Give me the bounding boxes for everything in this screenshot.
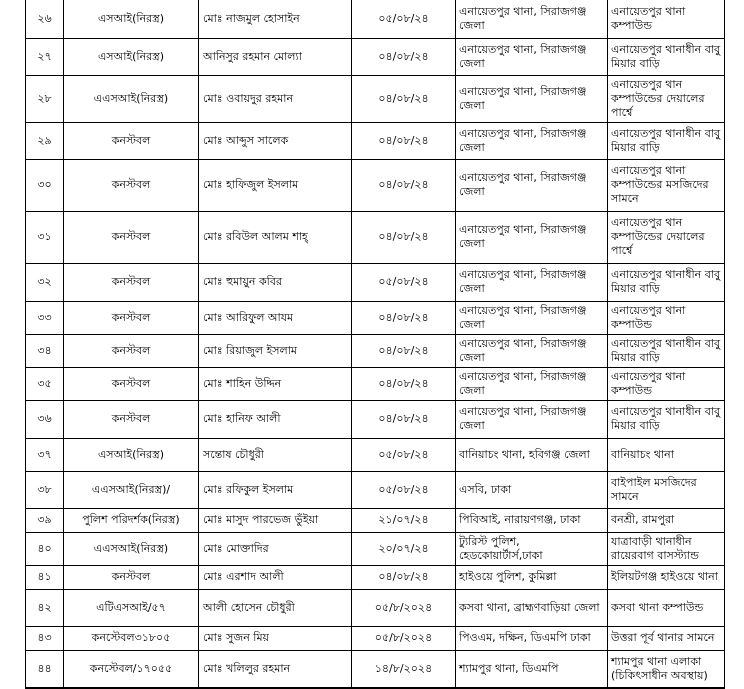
place: এনায়েতপুর থানা কম্পাউন্ড: [611, 303, 686, 331]
unit: এনায়েতপুর থানা, সিরাজগঞ্জ জেলা: [459, 4, 587, 32]
person-name: মোঃ খলিলুর রহমান: [203, 661, 291, 675]
serial-number-cell: [26, 626, 64, 650]
serial-number-cell: [26, 438, 64, 471]
place-cell: [608, 367, 725, 400]
date: ০৪/০৮/২৪: [378, 570, 429, 583]
person-name: মোঃ মোক্তাদির: [203, 541, 269, 555]
date-cell: [352, 122, 456, 159]
table-row: [26, 334, 725, 367]
place-cell: [608, 0, 725, 38]
person-name-cell: [199, 367, 352, 400]
unit-cell: [456, 263, 608, 301]
person-name-cell: [199, 334, 352, 367]
serial-number: ৪২: [37, 600, 52, 614]
date-cell: [352, 159, 456, 211]
unit-cell: [456, 532, 608, 565]
person-name: মোঃ সুজন মিয়: [203, 631, 270, 644]
person-name-cell: [199, 263, 352, 301]
serial-number-cell: [26, 400, 64, 438]
place: এনায়েতপুর থানাধীন বাবু মিয়ার বাড়ি: [611, 336, 721, 364]
rank-cell: [64, 334, 199, 367]
person-name: আনিসুর রহমান মোল্যা: [203, 49, 302, 63]
rank-cell: [64, 301, 199, 334]
place-cell: [608, 122, 725, 159]
serial-number-cell: [26, 508, 64, 532]
table-row: [26, 367, 725, 400]
unit-cell: [456, 589, 608, 626]
table-row: [26, 532, 725, 565]
unit-cell: [456, 400, 608, 438]
place-cell: [608, 38, 725, 75]
unit-cell: [456, 301, 608, 334]
person-name-cell: [199, 38, 352, 75]
rank-cell: [64, 367, 199, 400]
serial-number: ৩৫: [37, 376, 52, 390]
table-body: [26, 0, 725, 688]
rank-cell: [64, 38, 199, 75]
unit-cell: [456, 0, 608, 38]
rank-cell: [64, 75, 199, 122]
place-cell: [608, 650, 725, 688]
date-cell: [352, 532, 456, 565]
casualty-table: [25, 0, 725, 689]
person-name-cell: [199, 438, 352, 471]
date-cell: [352, 650, 456, 688]
unit: এনায়েতপুর থানা, সিরাজগঞ্জ জেলা: [459, 369, 587, 397]
table-row: [26, 650, 725, 688]
person-name: মোঃ নাজমুল হোসাইন: [203, 11, 300, 25]
rank: কনস্টবল: [111, 343, 151, 357]
place: এনায়েতপুর থানাধীন বাবু মিয়ার বাড়ি: [611, 42, 721, 70]
unit: এনায়েতপুর থানা, সিরাজগঞ্জ জেলা: [459, 405, 587, 432]
date: ০৪/০৮/২৪: [378, 49, 429, 63]
unit: কসবা থানা, ব্রাহ্মণবাড়িয়া জেলা: [459, 600, 600, 614]
table-row: [26, 263, 725, 301]
place: বানিয়াচং থানা: [611, 447, 674, 461]
unit-cell: [456, 211, 608, 263]
person-name: মোঃ মাসুদ পারভেজ ভুঁইয়া: [203, 513, 319, 526]
place: এনায়েতপুর থান কম্পাউন্ডের দেয়ালের পার্শ্বে: [611, 216, 705, 257]
rank: কনস্টবল: [111, 412, 151, 425]
serial-number: ৩৬: [37, 412, 52, 425]
table-row: [26, 471, 725, 508]
place: কসবা থানা কম্পাউন্ড: [611, 600, 704, 614]
place: এনায়েতপুর থান কম্পাউন্ডের দেয়ালের পার্শ্বে: [611, 77, 705, 119]
place: এনায়েতপুর থানা কম্পাউন্ড: [611, 4, 686, 32]
place: বনশ্রী, রামপুরা: [611, 513, 675, 526]
rank-cell: [64, 565, 199, 589]
place-cell: [608, 263, 725, 301]
person-name: মোঃ হানিফ আলী: [203, 412, 281, 425]
rank-cell: [64, 650, 199, 688]
serial-number: ৩১: [37, 230, 52, 243]
person-name-cell: [199, 565, 352, 589]
person-name-cell: [199, 301, 352, 334]
place: ইলিয়টগঞ্জ হাইওয়ে থানা: [611, 570, 718, 583]
date-cell: [352, 0, 456, 38]
date-cell: [352, 301, 456, 334]
serial-number: ৩৮: [37, 482, 52, 496]
unit: পিবিআই, নারায়ণগঞ্জ, ঢাকা: [459, 513, 581, 526]
unit-cell: [456, 38, 608, 75]
person-name: আলী হোসেন চৌধুরী: [203, 600, 295, 614]
unit-cell: [456, 650, 608, 688]
person-name: মোঃ এরশাদ আলী: [203, 570, 284, 583]
rank-cell: [64, 122, 199, 159]
rank-cell: [64, 626, 199, 650]
date: ০৫/০৮/২৪: [378, 482, 429, 496]
date: ০৪/০৮/২৪: [378, 343, 429, 357]
serial-number: ৩৯: [37, 513, 52, 526]
serial-number: ৩৩: [37, 310, 52, 324]
unit-cell: [456, 438, 608, 471]
table-row: [26, 400, 725, 438]
unit: এনায়েতপুর থানা, সিরাজগঞ্জ জেলা: [459, 336, 587, 364]
serial-number-cell: [26, 159, 64, 211]
person-name: মোঃ হুমায়ুন কবির: [203, 275, 283, 288]
date-cell: [352, 367, 456, 400]
person-name-cell: [199, 0, 352, 38]
unit-cell: [456, 367, 608, 400]
date: ০৫/৮/২০২৪: [374, 631, 433, 644]
rank: এএসআই(নিরস্ত্র): [93, 91, 169, 105]
place-cell: [608, 211, 725, 263]
place-cell: [608, 334, 725, 367]
date: ১৪/৮/২০২৪: [374, 661, 433, 675]
person-name: মোঃ আব্দুস সালেক: [203, 133, 289, 147]
person-name: মোঃ রফিকুল ইসলাম: [203, 482, 294, 496]
table-row: [26, 159, 725, 211]
place-cell: [608, 565, 725, 589]
place-cell: [608, 626, 725, 650]
date-cell: [352, 263, 456, 301]
serial-number: ৪৪: [37, 661, 52, 675]
unit: এনায়েতপুর থানা, সিরাজগঞ্জ জেলা: [459, 268, 587, 295]
date-cell: [352, 471, 456, 508]
unit: এনায়েতপুর থানা, সিরাজগঞ্জ জেলা: [459, 171, 587, 198]
date-cell: [352, 211, 456, 263]
unit: ট্যুরিস্ট পুলিশ, হেডকোয়ার্টার্স,ঢাকা: [459, 534, 543, 562]
place-cell: [608, 589, 725, 626]
person-name-cell: [199, 75, 352, 122]
rank-cell: [64, 211, 199, 263]
serial-number-cell: [26, 650, 64, 688]
date: ২০/০৭/২৪: [378, 541, 429, 555]
place-cell: [608, 301, 725, 334]
rank: কনস্টবল: [111, 570, 151, 583]
rank-cell: [64, 508, 199, 532]
serial-number-cell: [26, 301, 64, 334]
rank: এসআই(নিরস্ত্র): [97, 447, 165, 461]
table-row: [26, 0, 725, 38]
serial-number: ৩২: [37, 275, 52, 288]
serial-number: ৪৩: [37, 631, 52, 644]
unit-cell: [456, 508, 608, 532]
rank-cell: [64, 471, 199, 508]
table-row: [26, 508, 725, 532]
table-row: [26, 301, 725, 334]
person-name: মোঃ রিয়াজুল ইসলাম: [203, 343, 298, 357]
serial-number-cell: [26, 211, 64, 263]
unit: এসবি, ঢাকা: [459, 482, 512, 496]
place: এনায়েতপুর থানা কম্পাউন্ড: [611, 369, 686, 397]
serial-number-cell: [26, 75, 64, 122]
unit: এনায়েতপুর থানা, সিরাজগঞ্জ জেলা: [459, 223, 587, 250]
rank: এএসআই(নিরস্ত্র): [93, 541, 169, 555]
place-cell: [608, 159, 725, 211]
rank: কনস্টবল: [111, 178, 151, 191]
serial-number-cell: [26, 263, 64, 301]
date: ০৪/০৮/২৪: [378, 230, 429, 243]
serial-number: ৪১: [37, 570, 52, 583]
unit-cell: [456, 334, 608, 367]
place: এনায়েতপুর থানাধীন বাবু মিয়ার বাড়ি: [611, 405, 721, 432]
date: ০৪/০৮/২৪: [378, 376, 429, 390]
date: ০৪/০৮/২৪: [378, 178, 429, 191]
table-row: [26, 589, 725, 626]
place-cell: [608, 532, 725, 565]
rank: এসআই(নিরস্ত্র): [97, 11, 165, 25]
serial-number-cell: [26, 122, 64, 159]
serial-number-cell: [26, 38, 64, 75]
rank: কনস্টবল: [111, 275, 151, 288]
person-name: মোঃ রবিউল আলম শাহ্: [203, 230, 308, 243]
date: ০৫/০৮/২৪: [378, 11, 429, 25]
serial-number: ২৭: [37, 49, 52, 63]
place-cell: [608, 508, 725, 532]
serial-number-cell: [26, 334, 64, 367]
person-name: সন্তোষ চৌধুরী: [203, 447, 264, 461]
serial-number: ৪০: [37, 541, 52, 555]
table-row: [26, 122, 725, 159]
rank: পুলিশ পরিদর্শক(নিরস্ত্র): [82, 513, 180, 526]
place-cell: [608, 400, 725, 438]
table-row: [26, 626, 725, 650]
table-row: [26, 565, 725, 589]
date-cell: [352, 565, 456, 589]
place: এনায়েতপুর থানা কম্পাউন্ডের মসজিদের সামনে: [611, 164, 709, 205]
date: ২১/০৭/২৪: [378, 513, 429, 526]
rank: এএসআই(নিরস্ত্র)/: [91, 482, 171, 496]
date-cell: [352, 38, 456, 75]
place: যাত্রাবাড়ী থানাধীন রায়েরবাগ বাসস্ট্যান্ড: [611, 534, 699, 562]
serial-number-cell: [26, 0, 64, 38]
date: ০৪/০৮/২৪: [378, 310, 429, 324]
date: ০৫/০৮/২৪: [378, 447, 429, 461]
person-name-cell: [199, 532, 352, 565]
place-cell: [608, 75, 725, 122]
rank: কনস্টেবল/১৭০৫৫: [89, 661, 173, 675]
serial-number: ৩৭: [37, 447, 52, 461]
person-name-cell: [199, 508, 352, 532]
person-name: মোঃ শাহিন উদ্দিন: [203, 376, 282, 390]
person-name-cell: [199, 211, 352, 263]
serial-number: ২৯: [37, 133, 52, 147]
place: শ্যামপুর থানা এলাকা (চিকিৎসাধীন অবস্থায়): [611, 654, 708, 682]
date-cell: [352, 400, 456, 438]
unit: পিওএম, দক্ষিন, ডিএমপি ঢাকা: [459, 631, 591, 644]
rank: কনস্টবল: [111, 230, 151, 243]
rank-cell: [64, 532, 199, 565]
person-name-cell: [199, 589, 352, 626]
table-row: [26, 438, 725, 471]
rank-cell: [64, 159, 199, 211]
table-row: [26, 75, 725, 122]
serial-number-cell: [26, 367, 64, 400]
rank: কনস্টবল: [111, 310, 151, 324]
unit: এনায়েতপুর থানা, সিরাজগঞ্জ জেলা: [459, 84, 587, 112]
table-row: [26, 211, 725, 263]
unit: এনায়েতপুর থানা, সিরাজগঞ্জ জেলা: [459, 126, 587, 154]
unit-cell: [456, 471, 608, 508]
place: এনায়েতপুর থানাধীন বাবু মিয়ার বাড়ি: [611, 126, 721, 154]
unit-cell: [456, 159, 608, 211]
unit: এনায়েতপুর থানা, সিরাজগঞ্জ জেলা: [459, 303, 587, 331]
rank: এটিএসআই/৫৭: [96, 600, 166, 614]
place-cell: [608, 438, 725, 471]
place-cell: [608, 471, 725, 508]
serial-number: ৩৪: [37, 343, 52, 357]
place: বাইপাইল মসজিদের সামনে: [611, 475, 697, 503]
person-name-cell: [199, 159, 352, 211]
rank-cell: [64, 400, 199, 438]
place: এনায়েতপুর থানাধীন বাবু মিয়ার বাড়ি: [611, 268, 721, 295]
date-cell: [352, 626, 456, 650]
unit-cell: [456, 626, 608, 650]
date-cell: [352, 334, 456, 367]
person-name-cell: [199, 122, 352, 159]
rank-cell: [64, 263, 199, 301]
serial-number: ২৬: [37, 11, 52, 25]
unit: বানিয়াচং থানা, হবিগঞ্জ জেলা: [459, 447, 590, 461]
serial-number-cell: [26, 589, 64, 626]
unit: শ্যামপুর থানা, ডিএমপি: [459, 661, 559, 675]
rank-cell: [64, 589, 199, 626]
person-name-cell: [199, 626, 352, 650]
rank-cell: [64, 0, 199, 38]
unit: হাইওয়ে পুলিশ, কুমিল্লা: [459, 570, 557, 583]
person-name-cell: [199, 650, 352, 688]
serial-number-cell: [26, 471, 64, 508]
person-name-cell: [199, 471, 352, 508]
rank: কনস্টবল: [111, 376, 151, 390]
serial-number: ২৮: [37, 91, 52, 105]
unit-cell: [456, 122, 608, 159]
serial-number-cell: [26, 532, 64, 565]
rank-cell: [64, 438, 199, 471]
unit-cell: [456, 75, 608, 122]
date: ০৪/০৮/২৪: [378, 91, 429, 105]
date-cell: [352, 75, 456, 122]
person-name-cell: [199, 400, 352, 438]
person-name: মোঃ হাফিজুল ইসলাম: [203, 178, 299, 191]
date-cell: [352, 508, 456, 532]
person-name: মোঃ ওবায়দুর রহমান: [203, 91, 294, 105]
date: ০৫/০৮/২৪: [378, 275, 429, 288]
rank: এসআই(নিরস্ত্র): [97, 49, 165, 63]
date-cell: [352, 438, 456, 471]
rank: কনস্টবল: [111, 133, 151, 147]
table-row: [26, 38, 725, 75]
place: উত্তরা পূর্ব থানার সামনে: [611, 631, 715, 644]
date-cell: [352, 589, 456, 626]
unit: এনায়েতপুর থানা, সিরাজগঞ্জ জেলা: [459, 42, 587, 70]
date: ০৪/০৮/২৪: [378, 412, 429, 425]
rank: কনস্টেবল৩১৮০৫: [91, 631, 171, 644]
date: ০৪/০৮/২৪: [378, 133, 429, 147]
date: ০৫/৮/২০২৪: [374, 600, 433, 614]
serial-number: ৩০: [37, 178, 52, 191]
unit-cell: [456, 565, 608, 589]
person-name: মোঃ আরিফুল আযম: [203, 310, 294, 324]
serial-number-cell: [26, 565, 64, 589]
